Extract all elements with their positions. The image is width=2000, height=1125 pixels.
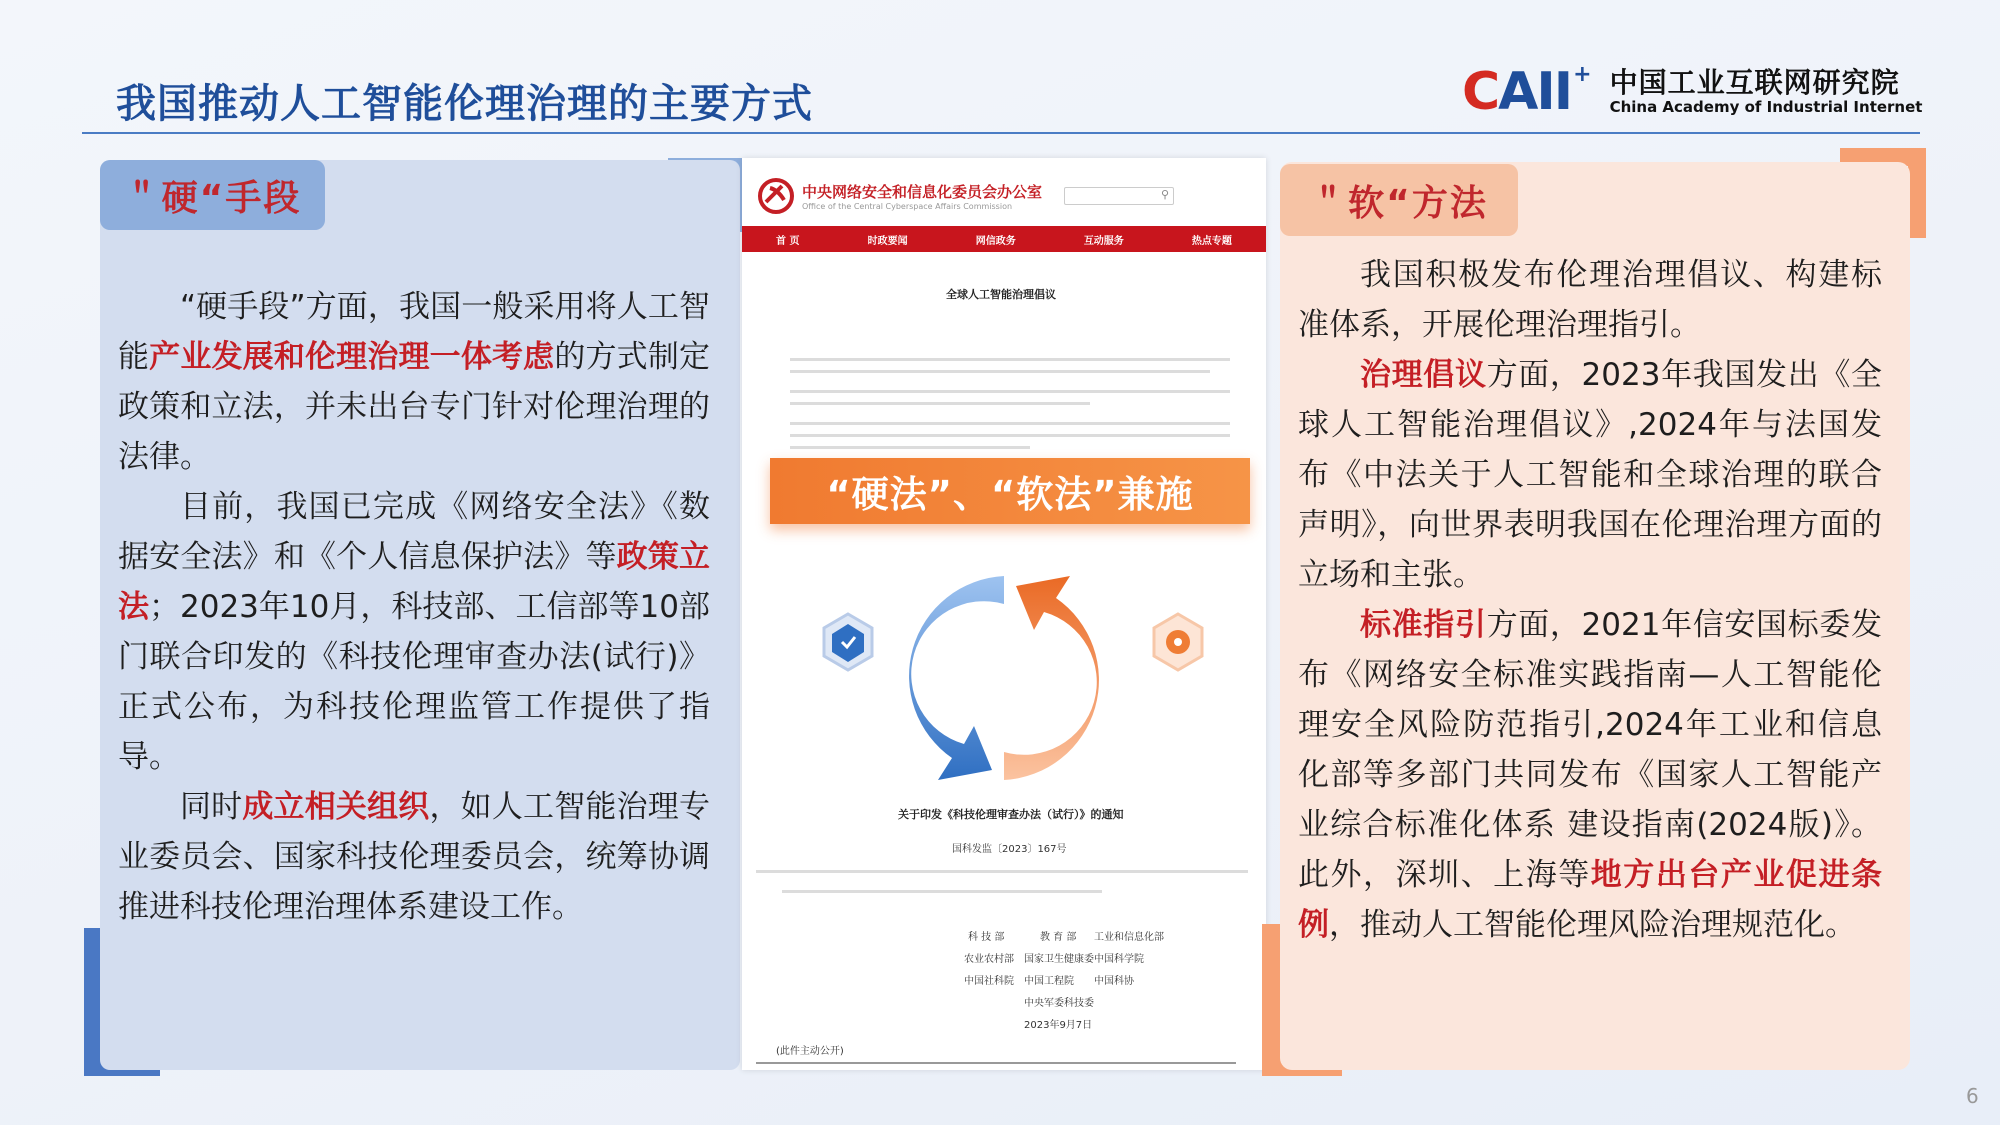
dept-name: 中国社科院 (964, 976, 1014, 987)
slide-title: 我国推动人工智能伦理治理的主要方式 (116, 81, 813, 127)
notice-title: 关于印发《科技伦理审查办法（试行）》的通知 (898, 808, 1124, 821)
dept-name: 中央军委科技委 (1024, 998, 1094, 1009)
dept-name: 教 育 部 (1040, 932, 1077, 943)
body-text-run: ，如人工智能治理专业委员会、国家科技伦理委员会，统筹协调推进科技伦理治理体系建设工作。 (118, 789, 710, 925)
doc-text-line (790, 402, 1090, 405)
body-text-run: 方面，2023年我国发出《全球人工智能治理倡议》,2024年与法国发布《中法关于人工智能和全球治理的联合声明》，向世界表明我国在伦理治理方面的立场和主张。 (1298, 357, 1882, 593)
body-text-run: ；2023年10月，科技部、工信部等10部门联合印发的《科技伦理审查办法(试行)》 正式公布，为科技伦理监管工作提供了指导。 (118, 589, 710, 775)
settings-icon (1154, 614, 1202, 670)
highlight-text: 政策立法 (118, 539, 711, 625)
emblem-icon (756, 176, 796, 216)
highlight-text: 标准指引 (1360, 607, 1487, 643)
doc-text-line (790, 422, 1230, 425)
highlight-text: 治理倡议 (1360, 357, 1487, 393)
hard-measures-tag: ＂硬“手段 (100, 160, 325, 230)
dept-name: 中国科协 (1094, 976, 1134, 987)
cac-nav-bar (742, 226, 1266, 252)
doc-bottom-rule (756, 1062, 1236, 1064)
caii-logo (1462, 61, 1923, 122)
soft-methods-text (1298, 250, 1882, 950)
dept-name: 国家卫生健康委 (1024, 954, 1094, 965)
cycle-arrow-orange (1004, 576, 1099, 780)
body-text-run: 目前，我国已完成《网络安全法》《数据安全法》和《个人信息保护法》等 (118, 489, 710, 575)
dept-name: 工业和信息化部 (1094, 932, 1164, 943)
doc-text-line (790, 434, 1230, 437)
dept-name: 中国科学院 (1094, 954, 1144, 965)
shield-icon (824, 614, 872, 670)
highlight-text: 成立相关组织 (242, 789, 430, 825)
notice-date: 2023年9月7日 (1024, 1020, 1093, 1031)
dept-name: 科 技 部 (968, 932, 1005, 943)
highlight-text: 地方出台产业促进条例 (1298, 857, 1883, 943)
soft-p1 (1298, 250, 1882, 350)
article-title: 全球人工智能治理倡议 (946, 288, 1056, 301)
dept-name: 农业农村部 (964, 954, 1014, 965)
policy-document-screenshot (742, 158, 1266, 1070)
notice-number: 国科发监〔2023〕167号 (952, 844, 1067, 855)
nav-service[interactable]: 互动服务 (1083, 235, 1124, 247)
hard-p3 (118, 782, 710, 932)
hard-p1 (118, 282, 710, 482)
cac-header-sub: Office of the Central Cyberspace Affairs Commission (802, 202, 1013, 211)
body-text-run: 同时 (180, 789, 243, 825)
dept-name: 中国工程院 (1024, 976, 1074, 987)
page-number: 6 (1966, 1084, 1979, 1108)
nav-affairs[interactable]: 网信政务 (975, 235, 1016, 247)
doc-text-line (790, 358, 1230, 361)
hard-p2 (118, 482, 710, 782)
cycle-graphic (742, 548, 1266, 808)
nav-news[interactable]: 时政要闻 (867, 235, 908, 247)
nav-topics[interactable]: 热点专题 (1191, 235, 1232, 247)
logo-cn-name: 中国工业互联网研究院 (1609, 65, 1900, 99)
logo-plus: + (1573, 61, 1592, 87)
body-text-run: 的方式制定政策和立法，并未出台专门针对伦理治理的法律。 (118, 339, 711, 475)
doc-text-line (790, 370, 1210, 373)
logo-mark: CAII (1462, 62, 1572, 122)
highlight-text: 产业发展和伦理治理一体考虑 (149, 339, 555, 375)
hard-measures-text (118, 282, 710, 932)
right-corner-deco-top-v (1908, 148, 1926, 238)
soft-p3 (1298, 600, 1882, 950)
soft-p2 (1298, 350, 1882, 600)
cycle-arrow-blue (909, 576, 1004, 780)
notice-footer: (此件主动公开) (776, 1046, 844, 1057)
nav-home[interactable]: 首 页 (776, 235, 800, 247)
logo-en-name: China Academy of Industrial Internet (1609, 98, 1923, 117)
doc-text-line (756, 870, 1248, 873)
soft-methods-tag: ＂软“方法 (1280, 164, 1518, 236)
search-icon: ⚲ (1160, 188, 1170, 201)
hard-soft-law-banner: “硬法”、“软法”兼施 (770, 458, 1250, 524)
body-text-run: “硬手段”方面，我国一般采用将人工智能 (118, 289, 710, 375)
search-box[interactable] (1064, 187, 1174, 205)
title-divider (82, 132, 1920, 134)
doc-text-line (790, 390, 1230, 393)
cac-header-title: 中央网络安全和信息化委员会办公室 (802, 183, 1043, 201)
body-text-run: 方面，2021年信安国标委发布《网络安全标准实践指南—人工智能伦理安全风险防范指引,2024年工业和信息化部等多部门共同发布《国家人工智能产业综合标准化体系 建设指南(2024版)》。此外，深圳、上海等 (1298, 607, 1882, 893)
body-text-run: 我国积极发布伦理治理倡议、构建标准体系，开展伦理治理指引。 (1298, 257, 1882, 343)
body-text-run: ，推动人工智能伦理风险治理规范化。 (1329, 907, 1856, 943)
right-corner-deco-bottom (1262, 924, 1280, 1076)
doc-text-line (782, 890, 1102, 893)
doc-text-line (790, 446, 1030, 449)
